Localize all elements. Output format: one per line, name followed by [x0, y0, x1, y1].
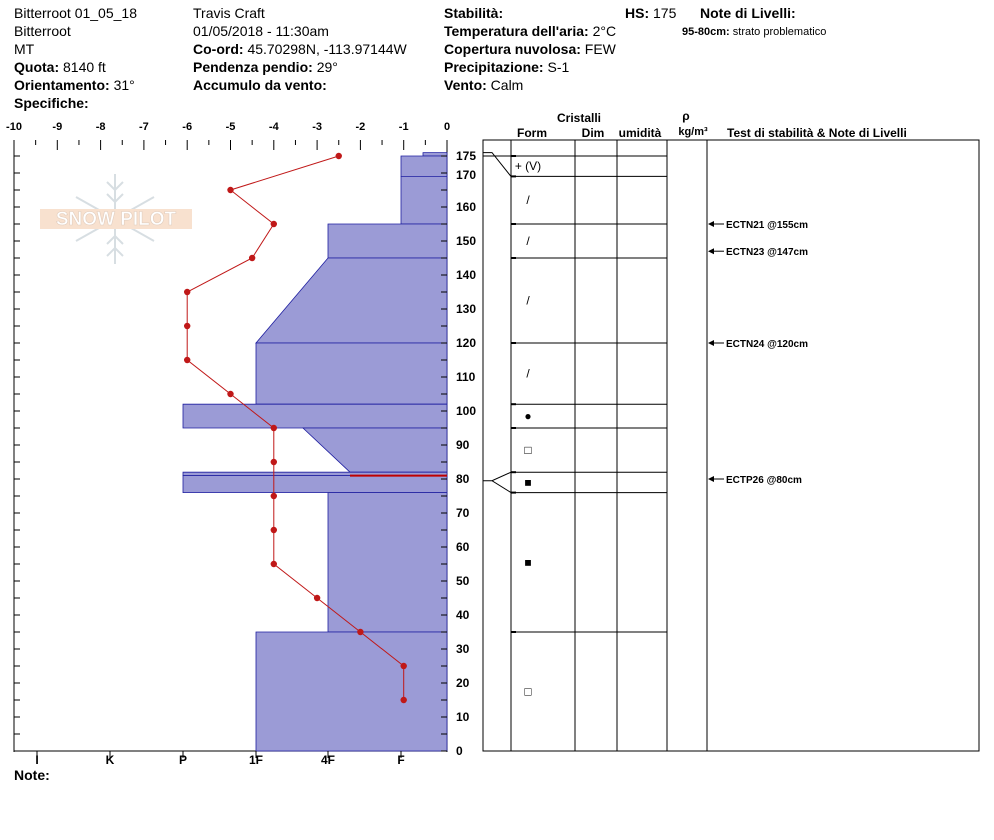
boundary-connector [483, 472, 511, 492]
precip-label: Precipitazione: [444, 59, 544, 75]
depth-tick-label: 80 [456, 472, 470, 486]
depth-tick-label: 70 [456, 506, 470, 520]
stability-label: Stabilità: [444, 5, 504, 21]
grain-form-symbol: / [526, 293, 530, 308]
hardness-tick-label: 1F [248, 753, 264, 767]
air-temp-value: 2°C [592, 23, 617, 39]
depth-tick-label: 0 [456, 744, 463, 758]
temp-tick-label: -4 [268, 121, 279, 133]
wind-label: Vento: [444, 77, 487, 93]
temp-tick-label: -3 [312, 121, 322, 133]
location: Bitterroot [14, 23, 71, 39]
layer-note-range: 95-80cm: [682, 26, 730, 38]
depth-tick-label: 150 [456, 234, 477, 248]
hs-value: 175 [653, 5, 677, 21]
hardness-layer-7 [303, 428, 447, 472]
hardness-profile [183, 153, 447, 751]
depth-tick-label: 170 [456, 168, 477, 182]
grain-form-symbol: □ [524, 684, 532, 699]
form-header: Form [517, 126, 547, 140]
hardness-layer-2 [401, 176, 447, 224]
hardness-tick-label: F [397, 753, 405, 767]
hardness-layer-11 [256, 632, 447, 751]
stability-test-label: ECTN21 @155cm [726, 220, 809, 231]
depth-tick-label: 20 [456, 676, 470, 690]
depth-tick-label: 10 [456, 710, 470, 724]
grain-form-symbol: ■ [524, 555, 532, 570]
temperature-point [184, 289, 190, 295]
size-header: Dim [581, 126, 605, 140]
test-arrow-head [708, 248, 714, 254]
coord-value: 45.70298N, -113.97144W [247, 41, 407, 57]
temperature-point [271, 425, 277, 431]
stability-test-label: ECTN24 @120cm [726, 339, 809, 350]
hardness-tick-label: I [35, 753, 39, 767]
hardness-layer-4 [256, 258, 447, 343]
hardness-tick-label: 4F [320, 753, 336, 767]
density-unit: kg/m³ [678, 126, 708, 138]
layer-note-text: strato problematico [732, 26, 827, 38]
temperature-point [271, 527, 277, 533]
temp-tick-label: -6 [182, 121, 193, 133]
grain-form-symbol: ● [524, 409, 532, 424]
depth-tick-label: 130 [456, 302, 477, 316]
elevation-label: Quota: [14, 59, 60, 75]
test-arrow-head [708, 221, 714, 227]
hardness-tick-label: K [105, 753, 115, 767]
depth-tick-label: 110 [456, 370, 476, 384]
depth-tick-label: 50 [456, 574, 470, 588]
depth-tick-label: 120 [456, 336, 477, 350]
layer-notes-label: Note di Livelli: [700, 5, 796, 21]
hardness-layer-9 [183, 476, 447, 493]
hardness-layer-1 [401, 156, 447, 176]
depth-tick-label: 30 [456, 642, 470, 656]
depth-tick-label: 100 [456, 404, 477, 418]
depth-tick-label: 40 [456, 608, 470, 622]
stability-test-label: ECTP26 @80cm [726, 475, 802, 486]
temp-tick-label: -9 [52, 121, 63, 133]
grain-form-symbol: □ [524, 443, 532, 458]
watermark-text: SNOW PILOT [55, 209, 177, 230]
hardness-tick-label: P [178, 753, 188, 767]
state: MT [14, 41, 35, 57]
moisture-header: umidità [618, 126, 662, 140]
temperature-point [249, 255, 255, 261]
depth-tick-label: 90 [456, 438, 470, 452]
notes-label: Note: [14, 767, 50, 783]
hardness-layer-3 [328, 224, 447, 258]
aspect-value: 31° [113, 77, 135, 93]
test-arrow-head [708, 476, 714, 482]
temperature-point [184, 357, 190, 363]
temperature-point [184, 323, 190, 329]
depth-tick-label: 140 [456, 268, 477, 282]
temperature-point [227, 391, 233, 397]
grain-form-symbol: / [526, 234, 530, 248]
depth-tick-label: 160 [456, 200, 477, 214]
temperature-point [401, 663, 407, 669]
elevation-value: 8140 ft [63, 59, 106, 75]
temperature-point [227, 187, 233, 193]
temperature-point [271, 561, 277, 567]
grain-form-symbol: + (V) [514, 159, 542, 174]
hardness-layer-6 [183, 404, 447, 428]
hardness-layer-5 [256, 343, 447, 404]
grain-form-symbol: / [526, 366, 530, 381]
tests-header: Test di stabilità & Note di Livelli [727, 126, 907, 140]
sky-label: Copertura nuvolosa: [444, 41, 581, 57]
coord-label: Co-ord: [193, 41, 244, 57]
temp-tick-label: -8 [95, 121, 106, 133]
depth-tick-label: 60 [456, 540, 470, 554]
grain-form-symbol: / [526, 193, 530, 208]
pit-name: Bitterroot 01_05_18 [14, 5, 137, 21]
air-temp-label: Temperatura dell'aria: [444, 23, 589, 39]
temp-tick-label: 0 [443, 121, 451, 133]
specifics-label: Specifiche: [14, 95, 89, 111]
stability-test-label: ECTN23 @147cm [726, 247, 809, 259]
layer-table [483, 140, 979, 751]
stability-tests [708, 220, 808, 486]
hardness-axis [35, 751, 404, 767]
temp-tick-label: -1 [398, 121, 409, 133]
sky-value: FEW [584, 41, 616, 57]
depth-tick-label: 175 [456, 149, 477, 163]
wind-value: Calm [490, 77, 524, 93]
observer: Travis Craft [193, 5, 265, 21]
temperature-axis [6, 121, 450, 150]
temperature-point [271, 221, 277, 227]
temperature-point [271, 493, 277, 499]
precip-value: S-1 [547, 59, 570, 75]
temp-tick-label: -2 [355, 121, 366, 133]
slope-value: 29° [316, 59, 338, 75]
hardness-layer-0 [423, 153, 447, 156]
datetime: 01/05/2018 - 11:30am [193, 23, 329, 39]
density-symbol: ρ [682, 109, 690, 123]
temperature-point [336, 153, 342, 159]
temp-tick-label: -7 [139, 121, 149, 133]
hs-label: HS: [625, 5, 650, 21]
aspect-label: Orientamento: [14, 77, 110, 93]
temp-tick-label: -10 [6, 121, 22, 133]
slope-label: Pendenza pendio: [193, 59, 313, 75]
temperature-point [271, 459, 277, 465]
temperature-point [401, 697, 407, 703]
snowpilot-watermark [40, 174, 192, 264]
crystals-header: Cristalli [556, 111, 602, 125]
test-arrow-head [708, 340, 714, 346]
grain-form-symbol: ■ [524, 475, 532, 490]
temperature-point [314, 595, 320, 601]
wind-loading-label: Accumulo da vento: [193, 77, 327, 93]
temp-tick-label: -5 [225, 121, 236, 133]
temperature-point [357, 629, 363, 635]
hardness-layer-10 [328, 493, 447, 632]
